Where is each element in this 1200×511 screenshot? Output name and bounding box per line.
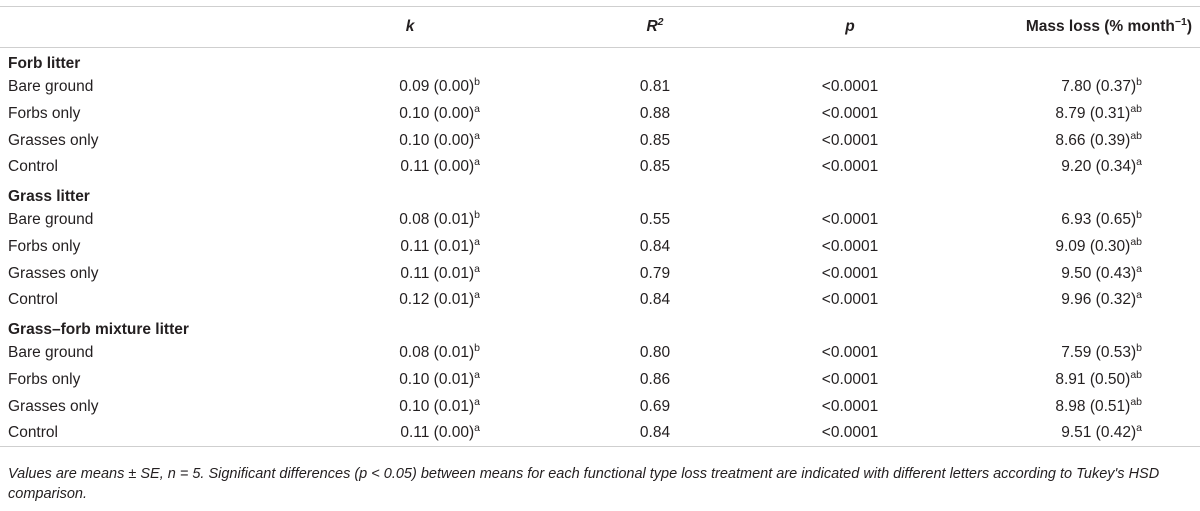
mass-loss-value: 9.50 (0.43) — [1061, 264, 1137, 282]
k-value: 0.12 (0.01) — [399, 291, 475, 309]
k-cell — [250, 74, 510, 101]
k-cell — [250, 260, 510, 287]
mass-loss-letter: b — [1136, 209, 1142, 222]
p-cell: <0.0001 — [821, 211, 879, 229]
table-row — [0, 207, 1200, 234]
k-cell — [250, 234, 510, 261]
p-cell: <0.0001 — [821, 370, 879, 388]
k-cell — [250, 154, 510, 181]
k-letter: a — [474, 235, 480, 248]
k-cell — [250, 367, 510, 394]
mass-loss-cell — [940, 101, 1200, 128]
mass-loss-cell — [940, 393, 1200, 420]
r2-cell: 0.79 — [639, 264, 671, 282]
k-letter: b — [474, 209, 480, 222]
k-value: 0.11 (0.00) — [400, 423, 475, 441]
k-letter: a — [474, 421, 480, 434]
treatment-cell: Bare ground — [8, 211, 94, 229]
k-cell — [250, 101, 510, 128]
decomposition-table — [0, 6, 1200, 447]
k-letter: a — [474, 102, 480, 115]
mass-loss-letter: ab — [1130, 368, 1142, 381]
k-value: 0.10 (0.00) — [399, 131, 475, 149]
r2-cell: 0.84 — [639, 237, 671, 255]
treatment-cell: Grasses only — [8, 264, 99, 282]
k-letter: a — [474, 395, 480, 408]
mass-loss-value: 9.96 (0.32) — [1061, 291, 1137, 309]
header-r2-base: R — [646, 18, 658, 35]
mass-loss-letter: ab — [1130, 102, 1142, 115]
treatment-cell: Forbs only — [8, 370, 81, 388]
k-cell — [250, 393, 510, 420]
k-value: 0.08 (0.01) — [399, 211, 475, 229]
mass-loss-cell — [940, 260, 1200, 287]
k-value: 0.11 (0.01) — [400, 237, 475, 255]
r2-cell: 0.85 — [639, 158, 671, 176]
mass-loss-cell — [940, 207, 1200, 234]
k-value: 0.11 (0.01) — [400, 264, 475, 282]
k-cell — [250, 207, 510, 234]
k-cell — [250, 127, 510, 154]
table-footnote: Values are means ± SE, n = 5. Significant differences (p < 0.05) between means for each functional type loss treatment are indicated with different letters according to Tukey's HSD comparison. — [8, 466, 1160, 502]
p-cell: <0.0001 — [821, 104, 879, 122]
k-cell — [250, 287, 510, 314]
r2-cell: 0.80 — [639, 344, 671, 362]
treatment-cell: Bare ground — [8, 344, 94, 362]
r2-cell: 0.86 — [639, 370, 671, 388]
mass-loss-cell — [940, 234, 1200, 261]
mass-loss-value: 9.20 (0.34) — [1061, 158, 1137, 176]
group-header-row — [0, 180, 1200, 207]
p-cell: <0.0001 — [821, 264, 879, 282]
group-header-row — [0, 48, 1200, 75]
mass-loss-letter: ab — [1130, 235, 1142, 248]
k-letter: a — [474, 289, 480, 302]
mass-loss-cell — [940, 340, 1200, 367]
mass-loss-value: 6.93 (0.65) — [1061, 211, 1137, 229]
group-title: Forb litter — [8, 55, 81, 73]
k-value: 0.10 (0.01) — [399, 370, 475, 388]
mass-loss-value: 8.98 (0.51) — [1055, 397, 1131, 415]
table-body — [0, 48, 1200, 447]
treatment-cell: Grasses only — [8, 131, 99, 149]
treatment-cell: Control — [8, 158, 58, 176]
treatment-cell: Bare ground — [8, 78, 94, 96]
table-row — [0, 367, 1200, 394]
r2-cell: 0.84 — [639, 291, 671, 309]
mass-loss-letter: a — [1136, 289, 1142, 302]
k-value: 0.10 (0.01) — [399, 397, 475, 415]
k-cell — [250, 340, 510, 367]
k-letter: b — [474, 76, 480, 89]
p-cell: <0.0001 — [821, 291, 879, 309]
mass-loss-cell — [940, 154, 1200, 181]
table-row — [0, 393, 1200, 420]
header-r2 — [510, 7, 740, 48]
k-cell — [250, 420, 510, 447]
k-letter: a — [474, 129, 480, 142]
mass-loss-letter: b — [1136, 76, 1142, 89]
table-row — [0, 420, 1200, 447]
mass-loss-letter: a — [1136, 421, 1142, 434]
treatment-cell: Forbs only — [8, 104, 81, 122]
group-title: Grass litter — [8, 187, 90, 205]
k-value: 0.08 (0.01) — [399, 344, 475, 362]
mass-loss-cell — [940, 420, 1200, 447]
k-letter: a — [474, 156, 480, 169]
treatment-cell: Grasses only — [8, 397, 99, 415]
mass-loss-letter: b — [1136, 342, 1142, 355]
treatment-cell: Forbs only — [8, 237, 81, 255]
r2-cell: 0.69 — [639, 397, 671, 415]
r2-cell: 0.85 — [639, 131, 671, 149]
p-cell: <0.0001 — [821, 344, 879, 362]
r2-cell: 0.88 — [639, 104, 671, 122]
k-letter: b — [474, 342, 480, 355]
group-header-row — [0, 313, 1200, 340]
p-cell: <0.0001 — [821, 78, 879, 96]
mass-loss-value: 8.79 (0.31) — [1055, 104, 1131, 122]
mass-loss-letter: ab — [1130, 129, 1142, 142]
header-mass-loss-sup: −1 — [1174, 16, 1187, 28]
table-row — [0, 340, 1200, 367]
group-title: Grass–forb mixture litter — [8, 320, 189, 338]
k-letter: a — [474, 262, 480, 275]
mass-loss-value: 8.66 (0.39) — [1055, 131, 1131, 149]
header-p: p — [740, 7, 940, 48]
mass-loss-cell — [940, 127, 1200, 154]
table-row — [0, 234, 1200, 261]
k-letter: a — [474, 368, 480, 381]
p-cell: <0.0001 — [821, 397, 879, 415]
treatment-cell: Control — [0, 420, 250, 447]
mass-loss-value: 9.51 (0.42) — [1061, 423, 1137, 441]
k-value: 0.11 (0.00) — [400, 158, 475, 176]
table-row — [0, 287, 1200, 314]
mass-loss-cell — [940, 367, 1200, 394]
p-cell: <0.0001 — [821, 131, 879, 149]
r2-cell: 0.84 — [510, 420, 740, 447]
r2-cell: 0.55 — [639, 211, 671, 229]
mass-loss-letter: a — [1136, 262, 1142, 275]
header-mass-loss — [940, 7, 1200, 48]
table-row — [0, 127, 1200, 154]
p-cell: <0.0001 — [821, 237, 879, 255]
treatment-cell: Control — [8, 291, 58, 309]
mass-loss-value: 8.91 (0.50) — [1055, 370, 1131, 388]
mass-loss-value: 7.59 (0.53) — [1061, 344, 1137, 362]
mass-loss-letter: ab — [1130, 395, 1142, 408]
header-row — [0, 7, 1200, 48]
table-row — [0, 74, 1200, 101]
header-mass-loss-close: ) — [1186, 18, 1192, 35]
mass-loss-value: 9.09 (0.30) — [1055, 237, 1131, 255]
mass-loss-cell — [940, 287, 1200, 314]
header-r2-sup: 2 — [657, 16, 664, 28]
k-value: 0.10 (0.00) — [399, 104, 475, 122]
header-k: k — [250, 7, 510, 48]
p-cell: <0.0001 — [821, 158, 879, 176]
mass-loss-letter: a — [1136, 156, 1142, 169]
table-row — [0, 260, 1200, 287]
table-row — [0, 154, 1200, 181]
table-row — [0, 101, 1200, 128]
header-mass-loss-base: Mass loss (% month — [1025, 18, 1175, 35]
mass-loss-value: 7.80 (0.37) — [1061, 78, 1137, 96]
mass-loss-cell — [940, 74, 1200, 101]
r2-cell: 0.81 — [639, 78, 671, 96]
p-cell: <0.0001 — [740, 420, 940, 447]
k-value: 0.09 (0.00) — [399, 78, 475, 96]
header-treatment — [0, 7, 250, 48]
